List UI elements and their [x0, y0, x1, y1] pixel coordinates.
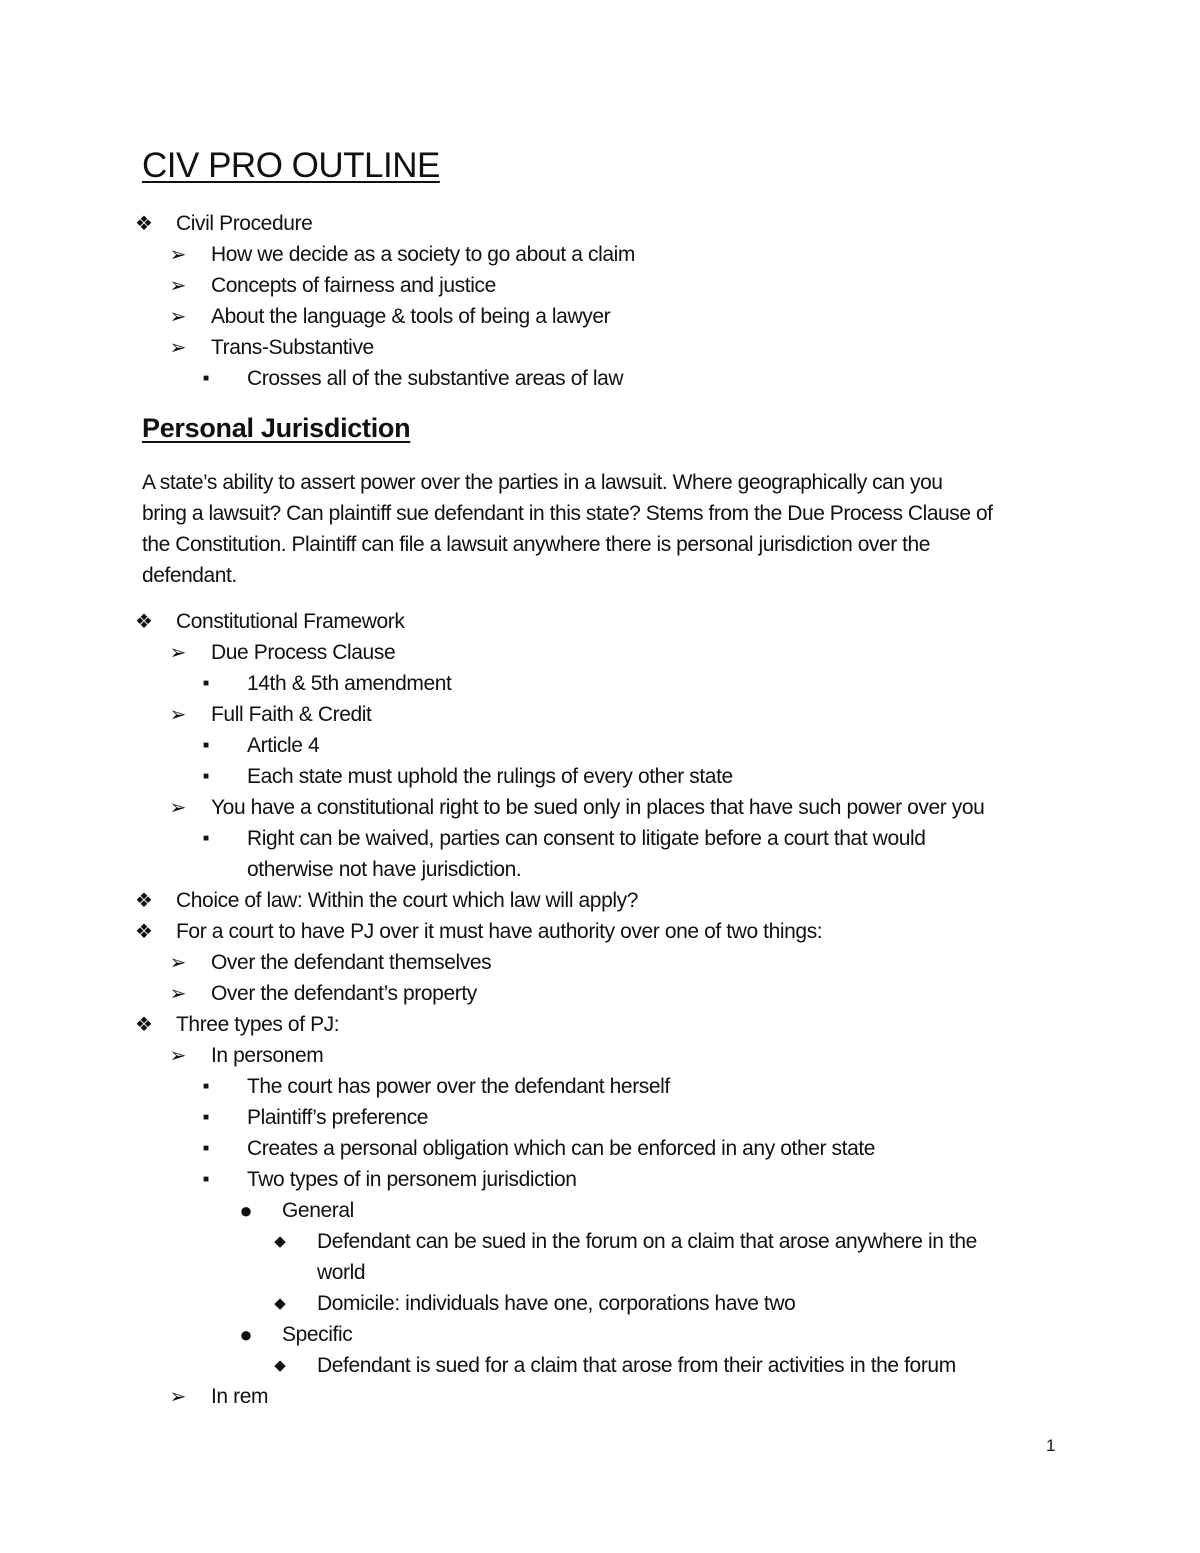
list-item: Article 4: [247, 734, 320, 757]
list-item: Full Faith & Credit: [211, 703, 372, 726]
paragraph-line: defendant.: [142, 564, 237, 587]
list-item: In personem: [211, 1044, 324, 1067]
list-item: Civil Procedure: [176, 212, 313, 235]
list-item: Due Process Clause: [211, 641, 396, 664]
square-bullet-icon: ■: [202, 678, 210, 689]
four-diamond-bullet-icon: ❖: [135, 890, 153, 912]
arrow-bullet-icon: ➢: [169, 797, 187, 819]
paragraph-line: A state’s ability to assert power over the parties in a lawsuit. Where geographically can you: [142, 471, 943, 494]
list-item: Specific: [282, 1323, 353, 1346]
document-title: CIV PRO OUTLINE: [142, 146, 440, 185]
arrow-bullet-icon: ➢: [169, 704, 187, 726]
paragraph-line: the Constitution. Plaintiff can file a lawsuit anywhere there is personal jurisdiction over the: [142, 533, 930, 556]
list-item: 14th & 5th amendment: [247, 672, 452, 695]
list-item: For a court to have PJ over it must have authority over one of two things:: [176, 920, 823, 943]
diamond-bullet-icon: ◆: [274, 1357, 286, 1374]
square-bullet-icon: ■: [202, 1112, 210, 1123]
four-diamond-bullet-icon: ❖: [135, 1014, 153, 1036]
list-item: General: [282, 1199, 354, 1222]
diamond-bullet-icon: ◆: [274, 1233, 286, 1250]
arrow-bullet-icon: ➢: [169, 275, 187, 297]
list-item: Creates a personal obligation which can be enforced in any other state: [247, 1137, 876, 1160]
list-item: Crosses all of the substantive areas of law: [247, 367, 624, 390]
list-item: Over the defendant’s property: [211, 982, 477, 1005]
list-item: world: [317, 1261, 366, 1284]
four-diamond-bullet-icon: ❖: [135, 213, 153, 235]
list-item: How we decide as a society to go about a claim: [211, 243, 636, 266]
list-item: Defendant can be sued in the forum on a claim that arose anywhere in the: [317, 1230, 977, 1253]
list-item: Trans-Substantive: [211, 336, 374, 359]
list-item: Defendant is sued for a claim that arose from their activities in the forum: [317, 1354, 956, 1377]
arrow-bullet-icon: ➢: [169, 1386, 187, 1408]
arrow-bullet-icon: ➢: [169, 306, 187, 328]
page-number: 1: [1046, 1436, 1056, 1455]
list-item: Concepts of fairness and justice: [211, 274, 496, 297]
diamond-bullet-icon: ◆: [274, 1295, 286, 1312]
square-bullet-icon: ■: [202, 1143, 210, 1154]
square-bullet-icon: ■: [202, 771, 210, 782]
square-bullet-icon: ■: [202, 1081, 210, 1092]
list-item: Domicile: individuals have one, corporations have two: [317, 1292, 796, 1315]
list-item: Over the defendant themselves: [211, 951, 492, 974]
list-item: About the language & tools of being a lawyer: [211, 305, 611, 328]
arrow-bullet-icon: ➢: [169, 642, 187, 664]
four-diamond-bullet-icon: ❖: [135, 611, 153, 633]
list-item: Three types of PJ:: [176, 1013, 340, 1036]
square-bullet-icon: ■: [202, 1174, 210, 1185]
arrow-bullet-icon: ➢: [169, 337, 187, 359]
list-item: Each state must uphold the rulings of every other state: [247, 765, 733, 788]
list-item: The court has power over the defendant herself: [247, 1075, 670, 1098]
list-item: In rem: [211, 1385, 269, 1408]
list-item: Right can be waived, parties can consent to litigate before a court that would: [247, 827, 926, 850]
square-bullet-icon: ■: [202, 373, 210, 384]
list-item: Plaintiff’s preference: [247, 1106, 429, 1129]
list-item: You have a constitutional right to be sued only in places that have such power over you: [211, 796, 985, 819]
paragraph-line: bring a lawsuit? Can plaintiff sue defendant in this state? Stems from the Due Process Clause of: [142, 502, 993, 525]
square-bullet-icon: ■: [202, 833, 210, 844]
dot-bullet-icon: ●: [239, 1322, 253, 1347]
list-item: Choice of law: Within the court which law will apply?: [176, 889, 639, 912]
arrow-bullet-icon: ➢: [169, 983, 187, 1005]
square-bullet-icon: ■: [202, 740, 210, 751]
arrow-bullet-icon: ➢: [169, 952, 187, 974]
arrow-bullet-icon: ➢: [169, 244, 187, 266]
list-item: Two types of in personem jurisdiction: [247, 1168, 577, 1191]
list-item: Constitutional Framework: [176, 610, 405, 633]
section-heading: Personal Jurisdiction: [142, 413, 411, 443]
four-diamond-bullet-icon: ❖: [135, 921, 153, 943]
dot-bullet-icon: ●: [239, 1198, 253, 1223]
arrow-bullet-icon: ➢: [169, 1045, 187, 1067]
list-item: otherwise not have jurisdiction.: [247, 858, 522, 881]
